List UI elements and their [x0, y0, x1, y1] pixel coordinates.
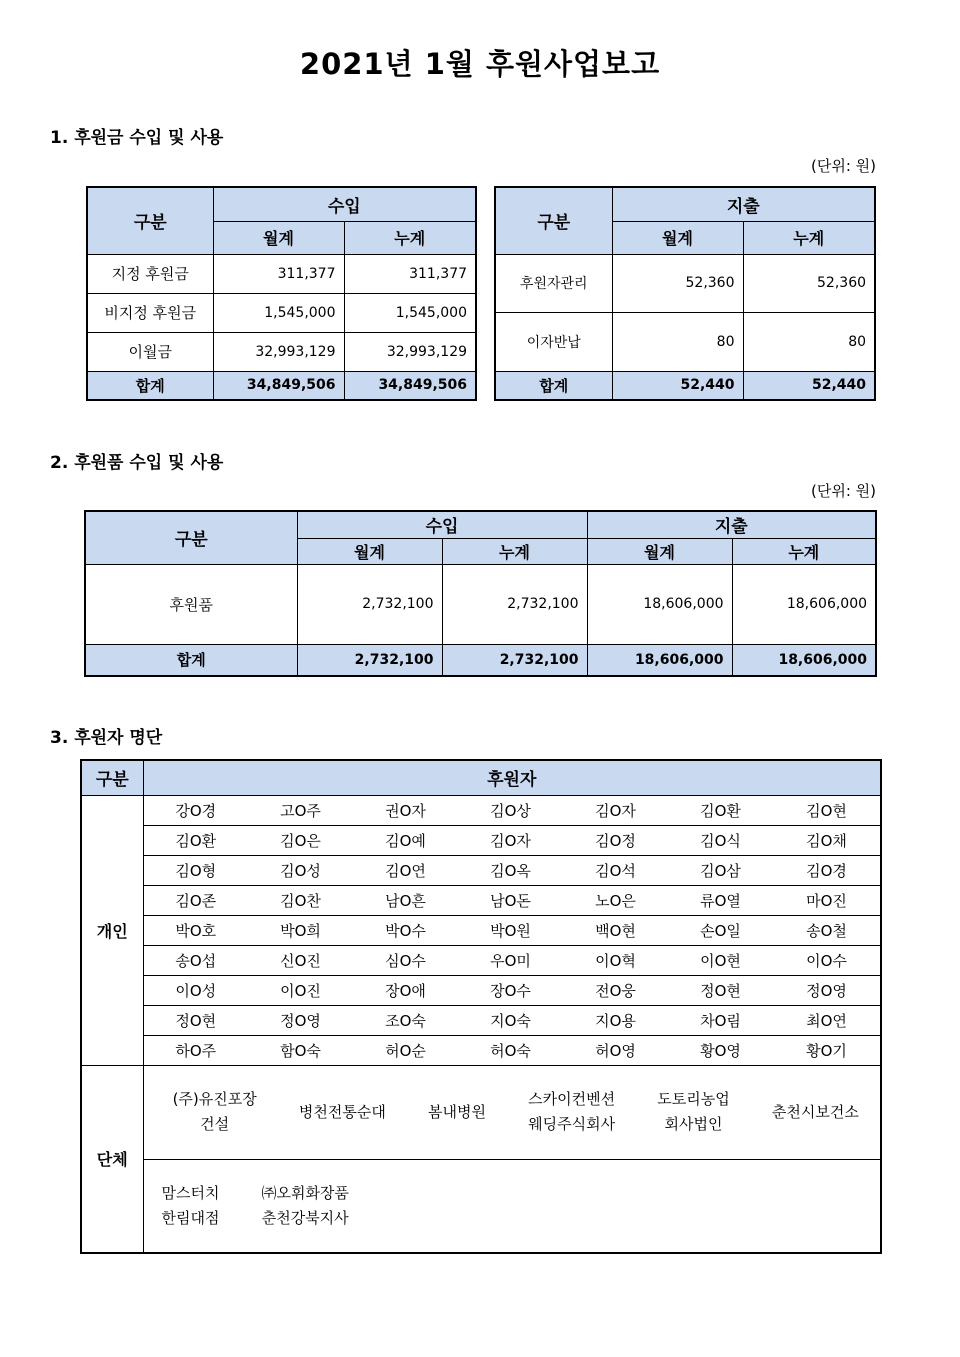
donor-name: 정O영 — [773, 975, 881, 1005]
donor-name: 전O웅 — [563, 975, 668, 1005]
expense-monthly-value: 18,606,000 — [587, 564, 732, 644]
total-row — [87, 371, 476, 400]
group-donor — [299, 1100, 386, 1125]
group-donor-line: 한림대점 — [161, 1208, 220, 1227]
donor-name: 조O숙 — [353, 1005, 458, 1035]
donor-name: 정O영 — [248, 1005, 353, 1035]
donor-name: 김O경 — [773, 855, 881, 885]
donor-name: 강O경 — [143, 795, 248, 825]
donation-expense-table — [494, 186, 876, 401]
section3-heading: 3. 후원자 명단 — [50, 728, 163, 748]
row-label: 이자반납 — [495, 312, 612, 371]
total-cumulative: 52,440 — [743, 371, 875, 400]
donor-name: 장O애 — [353, 975, 458, 1005]
donors-header: 후원자 — [143, 760, 881, 795]
section1-unit: (단위: 원) — [811, 157, 876, 175]
group-donor — [173, 1087, 257, 1137]
donor-name: 손O일 — [668, 915, 773, 945]
group-donor — [162, 1181, 220, 1231]
income-header: 수입 — [297, 511, 587, 538]
group-row-2 — [143, 1159, 881, 1253]
total-income-monthly: 2,732,100 — [297, 644, 442, 676]
expense-header: 지출 — [612, 187, 875, 221]
donor-row — [81, 855, 881, 885]
donor-name: 김O존 — [143, 885, 248, 915]
donor-name: 심O수 — [353, 945, 458, 975]
donor-name: 백O현 — [563, 915, 668, 945]
donor-row — [81, 945, 881, 975]
donor-name: 김O예 — [353, 825, 458, 855]
group-donor-line: 병천전통순대 — [298, 1102, 386, 1121]
income-cumulative-header: 누계 — [442, 538, 587, 564]
donor-name: 김O삼 — [668, 855, 773, 885]
row-label: 이월금 — [87, 332, 213, 371]
donor-name: 박O호 — [143, 915, 248, 945]
group-label: 단체 — [81, 1065, 143, 1253]
donor-name: 박O희 — [248, 915, 353, 945]
monthly-header: 월계 — [612, 221, 743, 254]
cumulative-value: 80 — [743, 312, 875, 371]
cumulative-header: 누계 — [743, 221, 875, 254]
income-monthly-header: 월계 — [297, 538, 442, 564]
table-row — [85, 564, 876, 644]
row-label: 지정 후원금 — [87, 254, 213, 293]
donor-name: 남O돈 — [458, 885, 563, 915]
donor-name: 고O주 — [248, 795, 353, 825]
group-donor — [261, 1181, 348, 1231]
group-donor — [528, 1087, 615, 1137]
donor-name: 이O수 — [773, 945, 881, 975]
donor-name: 김O정 — [563, 825, 668, 855]
donor-name: 하O주 — [143, 1035, 248, 1065]
donor-name: 권O자 — [353, 795, 458, 825]
donor-name: 노O은 — [563, 885, 668, 915]
donor-name: 남O흔 — [353, 885, 458, 915]
group-donor — [657, 1087, 729, 1137]
total-label: 합계 — [85, 644, 297, 676]
group-donor-line: 건설 — [200, 1115, 230, 1133]
total-label: 합계 — [495, 371, 612, 400]
page-title: 2021년 1월 후원사업보고 — [299, 47, 661, 81]
cumulative-value: 1,545,000 — [344, 293, 476, 332]
expense-header: 지출 — [587, 511, 876, 538]
donor-name: 김O상 — [458, 795, 563, 825]
category-header: 구분 — [495, 187, 612, 254]
total-label: 합계 — [87, 371, 213, 400]
donation-income-table — [86, 186, 477, 401]
monthly-value: 32,993,129 — [213, 332, 344, 371]
category-header: 구분 — [85, 511, 297, 564]
expense-cumulative-value: 18,606,000 — [732, 564, 876, 644]
donor-name: 신O진 — [248, 945, 353, 975]
cumulative-value: 311,377 — [344, 254, 476, 293]
donor-table — [80, 759, 882, 1254]
total-monthly: 52,440 — [612, 371, 743, 400]
total-expense-monthly: 18,606,000 — [587, 644, 732, 676]
donor-name: 이O성 — [143, 975, 248, 1005]
group-donor-line: 도토리농업 — [657, 1090, 730, 1108]
total-income-cumulative: 2,732,100 — [442, 644, 587, 676]
total-expense-cumulative: 18,606,000 — [732, 644, 876, 676]
donor-name: 황O영 — [668, 1035, 773, 1065]
table-row — [495, 312, 875, 371]
donor-name: 김O성 — [248, 855, 353, 885]
donor-name: 지O용 — [563, 1005, 668, 1035]
total-row — [85, 644, 876, 676]
expense-cumulative-header: 누계 — [732, 538, 876, 564]
donor-name: 김O찬 — [248, 885, 353, 915]
donor-name: 김O자 — [458, 825, 563, 855]
monthly-value: 52,360 — [612, 254, 743, 312]
donor-name: 정O현 — [143, 1005, 248, 1035]
donor-name: 이O진 — [248, 975, 353, 1005]
donor-name: 김O옥 — [458, 855, 563, 885]
income-header: 수입 — [213, 187, 476, 221]
donor-name: 황O기 — [773, 1035, 881, 1065]
donor-name: 지O숙 — [458, 1005, 563, 1035]
donor-row — [81, 975, 881, 1005]
group-donor-line: 봄내병원 — [428, 1102, 486, 1121]
row-label: 비지정 후원금 — [87, 293, 213, 332]
individual-label: 개인 — [81, 795, 143, 1065]
section2-unit: (단위: 원) — [811, 482, 876, 500]
cumulative-value: 52,360 — [743, 254, 875, 312]
donor-row — [81, 915, 881, 945]
group-donor-line: 춘천시보건소 — [771, 1102, 859, 1121]
donor-name: 박O수 — [353, 915, 458, 945]
group-donor-line: 춘천강북지사 — [261, 1208, 349, 1227]
group-donor-line: 웨딩주식회사 — [528, 1115, 616, 1133]
donor-name: 마O진 — [773, 885, 881, 915]
group-donor-line: 맘스터치 — [161, 1183, 220, 1202]
donor-name: 우O미 — [458, 945, 563, 975]
donor-name: 김O연 — [353, 855, 458, 885]
donor-row — [81, 795, 881, 825]
donor-name: 김O채 — [773, 825, 881, 855]
donor-row — [81, 1005, 881, 1035]
donor-name: 김O환 — [668, 795, 773, 825]
donor-row — [81, 885, 881, 915]
donor-name: 김O은 — [248, 825, 353, 855]
donor-name: 김O현 — [773, 795, 881, 825]
total-cumulative: 34,849,506 — [344, 371, 476, 400]
cumulative-header: 누계 — [344, 221, 476, 254]
donor-name: 정O현 — [668, 975, 773, 1005]
donor-row — [81, 825, 881, 855]
group-donor-line: (주)유진포장 — [172, 1090, 257, 1108]
monthly-value: 311,377 — [213, 254, 344, 293]
group-donor-line: 스카이컨벤션 — [528, 1090, 616, 1108]
donor-name: 류O열 — [668, 885, 773, 915]
donor-name: 박O원 — [458, 915, 563, 945]
donor-name: 김O식 — [668, 825, 773, 855]
income-cumulative-value: 2,732,100 — [442, 564, 587, 644]
group-donor-line: ㈜오휘화장품 — [261, 1183, 349, 1202]
expense-monthly-header: 월계 — [587, 538, 732, 564]
category-header: 구분 — [87, 187, 213, 254]
row-label: 후원품 — [85, 564, 297, 644]
donor-name: 허O순 — [353, 1035, 458, 1065]
monthly-value: 80 — [612, 312, 743, 371]
category-header: 구분 — [81, 760, 143, 795]
donor-name: 김O석 — [563, 855, 668, 885]
goods-table — [84, 510, 877, 677]
group-row-1 — [143, 1065, 881, 1159]
table-row — [87, 254, 476, 293]
donor-name: 차O림 — [668, 1005, 773, 1035]
donor-name: 최O연 — [773, 1005, 881, 1035]
table-row — [87, 332, 476, 371]
monthly-header: 월계 — [213, 221, 344, 254]
donor-name: 장O수 — [458, 975, 563, 1005]
table-row — [87, 293, 476, 332]
section2-heading: 2. 후원품 수입 및 사용 — [50, 453, 224, 473]
group-donor — [772, 1100, 859, 1125]
row-label: 후원자관리 — [495, 254, 612, 312]
donor-name: 김O자 — [563, 795, 668, 825]
donor-name: 허O숙 — [458, 1035, 563, 1065]
table-row — [495, 254, 875, 312]
donor-name: 함O숙 — [248, 1035, 353, 1065]
donor-name: 김O환 — [143, 825, 248, 855]
donor-name: 송O섭 — [143, 945, 248, 975]
donor-name: 송O철 — [773, 915, 881, 945]
income-monthly-value: 2,732,100 — [297, 564, 442, 644]
group-donor — [428, 1100, 486, 1125]
section1-heading: 1. 후원금 수입 및 사용 — [50, 128, 224, 148]
monthly-value: 1,545,000 — [213, 293, 344, 332]
donor-name: 이O현 — [668, 945, 773, 975]
donor-name: 허O영 — [563, 1035, 668, 1065]
total-monthly: 34,849,506 — [213, 371, 344, 400]
group-donor-line: 회사법인 — [664, 1115, 723, 1133]
donor-row — [81, 1035, 881, 1065]
cumulative-value: 32,993,129 — [344, 332, 476, 371]
donor-name: 이O혁 — [563, 945, 668, 975]
donor-name: 김O형 — [143, 855, 248, 885]
total-row — [495, 371, 875, 400]
